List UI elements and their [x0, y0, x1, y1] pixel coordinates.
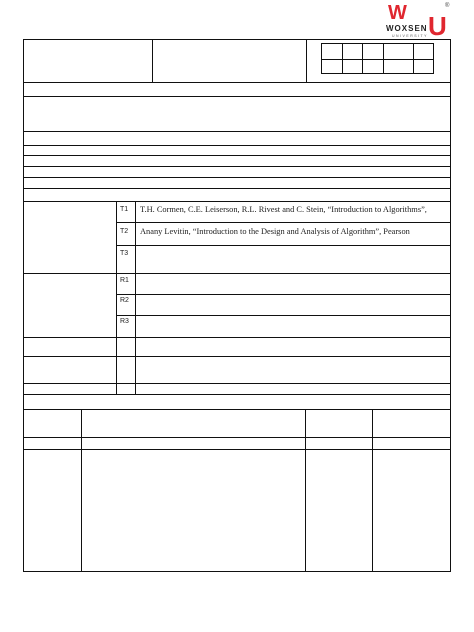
row-line-383 — [23, 383, 451, 384]
logo-u-mark: U — [428, 11, 447, 41]
row-line-337 — [23, 337, 451, 338]
row-line-245 — [116, 245, 451, 246]
textbook-ref-t1: T.H. Cormen, C.E. Leiserson, R.L. Rivest and C. Stein, “Introduction to Algorithms”, — [140, 205, 427, 214]
code-grid-col-4 — [413, 43, 414, 74]
page-frame — [23, 39, 451, 572]
logo-w-mark: W — [388, 2, 405, 24]
row-line-437 — [23, 437, 451, 438]
book-col-divider-2 — [135, 201, 136, 394]
row-line-177 — [23, 177, 451, 178]
code-grid-col-3 — [383, 43, 384, 74]
reference-code-r1: R1 — [120, 277, 129, 284]
row-line-96 — [23, 96, 451, 97]
header-divider-2 — [306, 39, 307, 82]
header-divider-1 — [152, 39, 153, 82]
row-line-166 — [23, 166, 451, 167]
reference-code-r2: R2 — [120, 297, 129, 304]
row-line-315 — [116, 315, 451, 316]
textbook-ref-t2: Anany Levitin, “Introduction to the Design and Analysis of Algorithm”, Pearson — [140, 227, 410, 236]
row-line-273 — [23, 273, 451, 274]
registered-mark: ® — [445, 3, 450, 9]
row-line-82 — [23, 82, 451, 83]
row-line-409 — [23, 409, 451, 410]
woxsen-university-logo — [384, 3, 452, 39]
schedule-col-divider-3 — [372, 409, 373, 572]
schedule-col-divider-1 — [81, 409, 82, 572]
row-line-131 — [23, 131, 451, 132]
schedule-col-divider-2 — [305, 409, 306, 572]
textbook-code-t2: T2 — [120, 228, 129, 235]
row-line-222 — [116, 222, 451, 223]
row-line-294 — [116, 294, 451, 295]
row-line-449 — [23, 449, 451, 450]
code-grid-col-2 — [362, 43, 363, 74]
logo-subtitle: UNIVERSITY — [392, 34, 429, 38]
row-line-145 — [23, 145, 451, 146]
book-col-divider-1 — [116, 201, 117, 394]
row-line-356 — [23, 356, 451, 357]
textbook-code-t1: T1 — [120, 206, 129, 213]
row-line-394 — [23, 394, 451, 395]
row-line-201 — [23, 201, 451, 202]
row-line-188 — [23, 188, 451, 189]
code-grid-row-divider — [321, 59, 434, 60]
logo-brand-text: WOXSEN — [386, 24, 428, 33]
textbook-code-t3: T3 — [120, 250, 129, 257]
code-grid-col-1 — [342, 43, 343, 74]
reference-code-r3: R3 — [120, 318, 129, 325]
row-line-155 — [23, 155, 451, 156]
